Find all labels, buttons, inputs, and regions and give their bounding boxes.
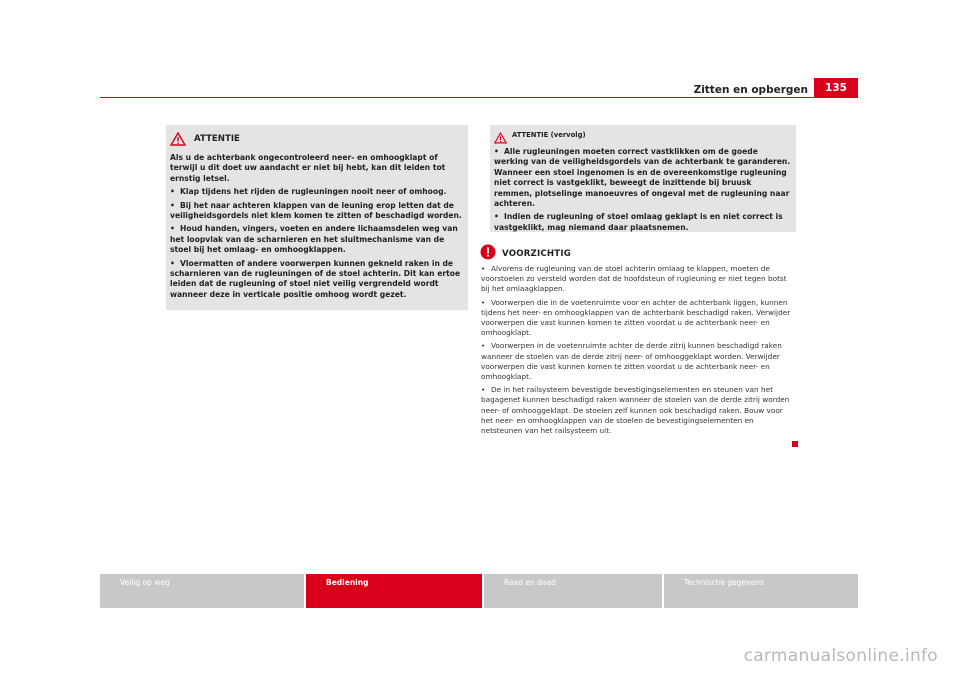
caution-icon [480, 244, 496, 264]
header-title: Zitten en opbergen [693, 84, 808, 96]
warning-title: ATTENTIE [194, 134, 240, 144]
watermark: carmanualsonline.info [743, 646, 938, 666]
footer-separator [304, 574, 306, 608]
footer-tab-bediening[interactable]: Bediening [306, 574, 482, 608]
footer-nav [100, 574, 858, 608]
warning-box-left [166, 125, 468, 310]
caution-header [480, 244, 840, 262]
caution-bullet: • Alvorens de rugleuning van de stoel achterin omlaag te klappen, moeten de voorstoelen zo versteld worden dat de hoofdsteun of rugleuning er niet tegen botst bij het omlaagklappen. [481, 264, 787, 294]
footer-tab-technische-gegevens[interactable]: Technische gegevens [664, 574, 858, 608]
footer-separator [482, 574, 484, 608]
warning-header [170, 131, 464, 147]
warning-bullet: • Alle rugleuningen moeten correct vastklikken om de goede werking van de veiligheidsgordels van de achterbank te garanderen. Wanneer een stoel ingenomen is en de overeenkomstige rugleuning niet correct is vastgeklikt, beweegt de inzittende bij bruusk remmen, plotselinge manoeuvres of ongeval met de rugleuning naar achteren. [494, 147, 791, 209]
caution-bullet: • De in het railsysteem bevestigde bevestigingselementen en steunen van het bagagenet kunnen beschadigd raken wanneer de stoelen van de derde zitrij worden neer- of omhooggeklapt. De stoelen zelf kunnen ook beschadigd raken. Bouw voor het neer- en omhoogklappen van de stoelen de bevestigingselementen en netsteunen van het railsysteem uit. [481, 385, 790, 436]
footer-separator [662, 574, 664, 608]
warning-triangle-icon [494, 129, 507, 148]
warning-box-right [490, 125, 796, 232]
caution-title: VOORZICHTIG [502, 249, 571, 259]
warning-bullet: • Houd handen, vingers, voeten en andere lichaamsdelen weg van het loopvlak van de scharnieren en het sluitmechanisme van de stoel bij het omlaag- en omhoogklappen. [170, 224, 458, 255]
caution-bullet: • Voorwerpen in de voetenruimte achter de derde zitrij kunnen beschadigd raken wanneer de stoelen van de derde zitrij neer- of omhooggeklapt worden. Verwijder voorwerpen die vast kunnen komen te zitten voordat u de achterbank neer- en omhoogklapt. [481, 341, 782, 382]
page-number: 135 [814, 78, 858, 98]
warning-bullet: • Indien de rugleuning of stoel omlaag geklapt is en niet correct is vastgeklikt, mag niemand daar plaatsnemen. [494, 212, 783, 232]
warning-bullet: • Klap tijdens het rijden de rugleuningen nooit neer of omhoog. [170, 187, 447, 197]
section-end-marker [792, 441, 798, 447]
warning-title: ATTENTIE (vervolg) [512, 131, 586, 139]
warning-triangle-icon [170, 131, 186, 150]
caution-bullet: • Voorwerpen die in de voetenruimte voor en achter de achterbank liggen, kunnen tijdens het neer- en omhoogklappen van de achterbank beschadigd raken. Verwijder voorwerpen die vast kunnen komen te zitten voordat u de achterbank neer- en omhoogklapt. [481, 297, 791, 338]
warning-header [494, 129, 792, 143]
warning-bullet: • Bij het naar achteren klappen van de leuning erop letten dat de veiligheidsgordels niet klem komen te zitten of beschadigd worden. [170, 200, 462, 221]
header-divider [100, 97, 858, 98]
warning-bullet: • Vloermatten of andere voorwerpen kunnen gekneld raken in de scharnieren van de rugleuningen of de stoel achterin. Dit kan ertoe leiden dat de rugleuning of stoel niet veilig vergrendeld wordt wanneer deze in verticale positie omhoog wordt gezet. [170, 258, 461, 299]
caution-body [481, 264, 797, 439]
footer-tab-raad-en-daad[interactable]: Raad en daad [484, 574, 662, 608]
warning-intro: Als u de achterbank ongecontroleerd neer- en omhoogklapt of terwijl u dit doet uw aandacht er niet bij hebt, kan dit leiden tot ernstig letsel. [170, 153, 446, 183]
footer-tab-veilig-op-weg[interactable]: Veilig op weg [100, 574, 304, 608]
